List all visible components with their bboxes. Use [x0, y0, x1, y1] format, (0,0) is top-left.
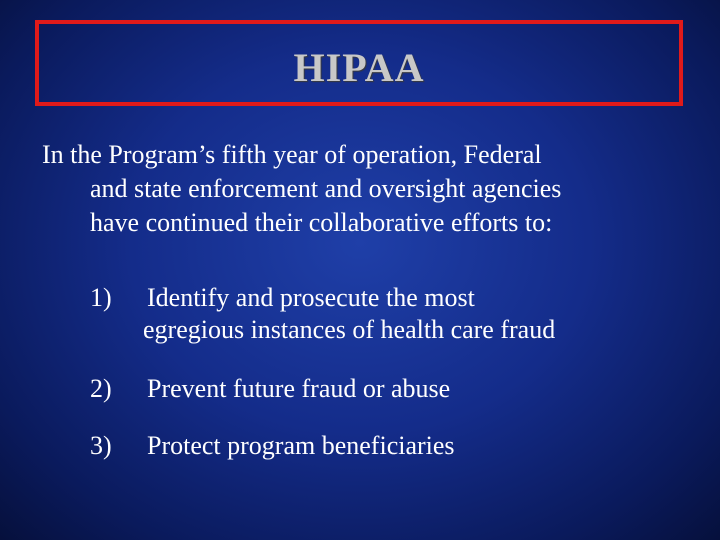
list-item-text-line-2: egregious instances of health care fraud — [143, 315, 556, 344]
intro-line-2: and state enforcement and oversight agencies — [90, 174, 562, 203]
list-item-text — [147, 430, 690, 462]
list-item — [90, 430, 690, 462]
list-item-number: 1) — [90, 283, 112, 312]
list-item-number: 3) — [90, 431, 112, 460]
list-item-number: 2) — [90, 374, 112, 403]
list-item-text-line-1: Protect program beneficiaries — [147, 431, 455, 460]
list-item-text — [147, 373, 690, 405]
list-item — [90, 373, 690, 405]
numbered-list — [90, 282, 690, 462]
intro-paragraph — [42, 138, 692, 240]
slide-title: HIPAA — [293, 44, 425, 90]
list-item-text-line-1: Identify and prosecute the most — [147, 283, 475, 312]
intro-line-1: In the Program’s fifth year of operation, Federal — [42, 140, 542, 169]
list-item-text — [143, 282, 690, 346]
intro-line-3: have continued their collaborative efforts to: — [90, 208, 553, 237]
list-item-text-line-1: Prevent future fraud or abuse — [147, 374, 451, 403]
title-box — [35, 20, 683, 106]
list-item — [90, 282, 690, 346]
